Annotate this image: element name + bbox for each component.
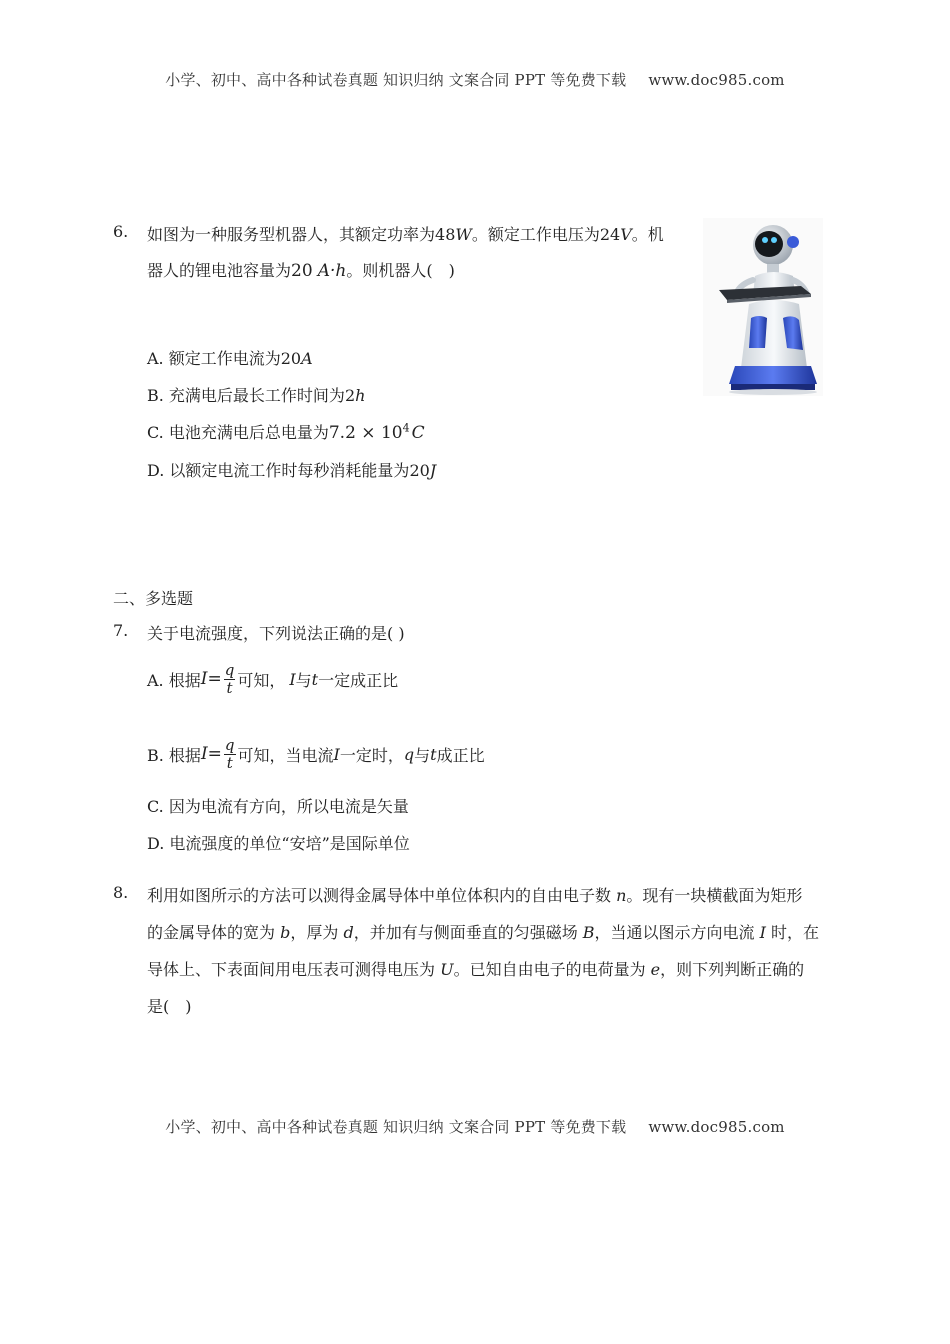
q8-number: 8. (113, 883, 129, 902)
option-var: q (403, 744, 415, 764)
q8-text: ，当通以图示方向电流 (594, 923, 760, 942)
option-text: 可知，当电流 (237, 745, 334, 765)
option-text: 可知， (237, 670, 286, 690)
option-text: 与 (414, 745, 431, 765)
option-label: C. 电池充满电后总电量为 (147, 423, 329, 442)
q8-var: e (650, 960, 661, 979)
option-text: 一定时， (339, 745, 404, 765)
q7-option-b[interactable] (147, 732, 485, 776)
formula-lhs: I (200, 744, 208, 764)
q8-text: 导体上、下表面间用电压表可测得电压为 (147, 960, 441, 979)
q8-var: d (343, 923, 354, 942)
option-value: 7.2 × 10 (328, 423, 403, 443)
section-title: 二、多选题 (113, 589, 194, 608)
fraction-denominator: t (226, 753, 233, 772)
formula-eq: = (207, 744, 222, 764)
q6-stem-text: 。则机器人( ) (346, 261, 455, 280)
q8-text: 。现有一块横截面为矩形 (626, 886, 803, 905)
footer-site[interactable]: www.doc985.com (648, 1118, 785, 1136)
q8-text: ，则下列判断正确的 (660, 960, 805, 979)
option-label: D. 以额定电流工作时每秒消耗能量为 (147, 461, 410, 480)
option-exponent: 4 (402, 421, 410, 435)
q6-voltage-value: 24 (599, 225, 621, 244)
q6-option-d[interactable] (147, 458, 436, 481)
fraction-numerator: q (224, 660, 235, 679)
option-var: I (289, 669, 296, 689)
option-label: A. 根据 (147, 670, 201, 690)
q8-var: U (440, 960, 454, 979)
page-footer (0, 1116, 950, 1137)
q6-stem-text: 。机 (631, 225, 664, 244)
q6-option-a[interactable] (147, 346, 313, 369)
q8-text: 利用如图所示的方法可以测得金属导体中单位体积内的自由电子数 (147, 886, 617, 905)
option-label: A. 额定工作电流为 (147, 349, 281, 368)
header-text: 小学、初中、高中各种试卷真题 知识归纳 文案合同 PPT 等免费下载 (165, 71, 627, 89)
q6-stem-text: 如图为一种服务型机器人，其额定功率为 (147, 225, 436, 244)
q8-stem-line4: 是( ) (147, 997, 192, 1016)
q7-number: 7. (113, 621, 129, 640)
option-value: 20 (280, 349, 302, 368)
q6-number: 6. (113, 222, 129, 241)
q6-power-unit: W (455, 225, 472, 244)
q7-option-d[interactable]: D. 电流强度的单位“安培”是国际单位 (147, 834, 410, 853)
q8-var: B (582, 923, 595, 942)
formula-eq: = (207, 669, 222, 689)
footer-text: 小学、初中、高中各种试卷真题 知识归纳 文案合同 PPT 等免费下载 (165, 1118, 627, 1136)
q6-option-b[interactable] (147, 383, 365, 406)
q6-voltage-unit: V (620, 225, 632, 244)
formula-fraction (224, 660, 236, 697)
option-label: B. 充满电后最长工作时间为 (147, 386, 345, 405)
q7-option-a[interactable] (147, 657, 398, 701)
q8-var: I (759, 923, 766, 942)
q6-option-c[interactable] (147, 420, 425, 443)
q8-stem-line3 (147, 957, 804, 980)
q8-var: b (280, 923, 291, 942)
option-unit: h (355, 386, 366, 405)
option-label: B. 根据 (147, 745, 201, 765)
fraction-denominator: t (226, 678, 233, 697)
option-text: 一定成正比 (318, 670, 399, 690)
q8-text: 。已知自由电子的电荷量为 (453, 960, 651, 979)
option-value: 20 (409, 461, 430, 480)
option-text: 成正比 (436, 745, 485, 765)
option-text: 与 (295, 670, 312, 690)
service-robot-image (703, 218, 823, 396)
q6-stem-line1 (147, 222, 664, 245)
q8-var: n (616, 886, 627, 905)
q7-option-c[interactable]: C. 因为电流有方向，所以电流是矢量 (147, 797, 409, 816)
fraction-numerator: q (224, 735, 235, 754)
option-var: t (430, 744, 437, 764)
option-unit: A (301, 349, 313, 368)
formula-fraction (224, 735, 236, 772)
q8-stem-line1 (147, 883, 802, 906)
option-var: I (333, 744, 340, 764)
option-var: t (311, 669, 319, 689)
option-unit: J (429, 461, 437, 480)
q6-stem-text: 。额定工作电压为 (471, 225, 600, 244)
q8-text: 时，在 (765, 923, 820, 942)
header-site[interactable]: www.doc985.com (648, 71, 785, 89)
q8-text: ，并加有与侧面垂直的匀强磁场 (353, 923, 583, 942)
q6-stem-text: 器人的锂电池容量为 (147, 261, 292, 280)
q6-stem-line2 (147, 258, 455, 281)
q6-capacity-unit: A·h (317, 261, 347, 281)
page-header (0, 69, 950, 90)
option-unit: C (411, 423, 425, 443)
formula-lhs: I (200, 669, 208, 689)
option-value: 2 (344, 386, 356, 405)
q8-stem-line2 (147, 920, 819, 943)
q6-power-value: 48 (435, 225, 456, 244)
q6-capacity-value: 20 (291, 261, 313, 281)
q8-text: 的金属导体的宽为 (147, 923, 281, 942)
q8-text: ，厚为 (290, 923, 344, 942)
q7-stem: 关于电流强度，下列说法正确的是( ) (147, 624, 405, 643)
